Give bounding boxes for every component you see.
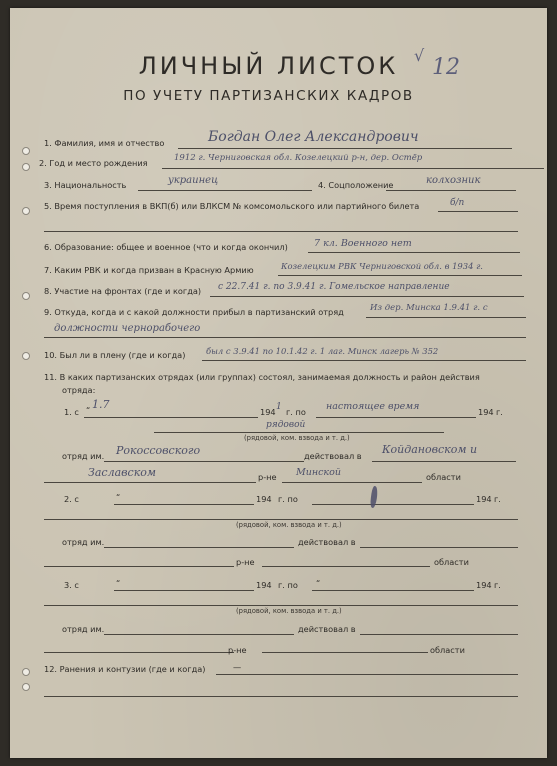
section-2-year: 194 bbox=[256, 494, 272, 504]
binder-hole bbox=[22, 207, 30, 215]
field-1-value: Богдан Олег Александрович bbox=[208, 129, 419, 145]
document-sheet bbox=[10, 8, 547, 758]
section-2-until: г. по bbox=[278, 494, 298, 504]
section-3-unit-label: отряд им. bbox=[62, 624, 105, 634]
field-5-line bbox=[438, 211, 518, 212]
field-9-value-1: Из дер. Минска 1.9.41 г. с bbox=[370, 303, 488, 313]
section-2-region-line bbox=[262, 566, 430, 567]
section-2-position-hint: (рядовой, ком. взвода и т. д.) bbox=[236, 521, 342, 529]
section-1-date-line bbox=[84, 417, 258, 418]
section-1-unit-line bbox=[104, 461, 304, 462]
binder-hole bbox=[22, 668, 30, 676]
section-1-region-line bbox=[282, 482, 422, 483]
section-3-acted-line bbox=[360, 634, 518, 635]
section-2-until-line bbox=[312, 504, 474, 505]
field-3-label: 3. Национальность bbox=[44, 180, 127, 190]
field-10-value: был с 3.9.41 по 10.1.42 г. 1 лаг. Минск лагерь № 352 bbox=[206, 346, 439, 356]
field-8-value: с 22.7.41 г. по 3.9.41 г. Гомельское направление bbox=[218, 282, 450, 292]
field-8-label: 8. Участие на фронтах (где и когда) bbox=[44, 286, 202, 296]
binder-hole bbox=[22, 163, 30, 171]
field-11-label-cont: отряда: bbox=[62, 385, 96, 395]
section-2-acted-label: действовал в bbox=[298, 537, 356, 547]
field-6-line bbox=[308, 252, 520, 253]
section-2-acted-line bbox=[360, 547, 518, 548]
section-1-year: 194 bbox=[260, 407, 276, 417]
section-3-until: г. по bbox=[278, 580, 298, 590]
field-2-label: 2. Год и место рождения bbox=[39, 158, 148, 168]
field-3-value: украинец bbox=[168, 175, 219, 186]
section-3-until-quote: “ bbox=[316, 578, 321, 588]
field-6-value: 7 кл. Военного нет bbox=[314, 238, 412, 249]
field-7-line bbox=[278, 275, 522, 276]
field-7-value: Козелецким РВК Черниговской обл. в 1934 г. bbox=[281, 261, 483, 271]
field-6-label: 6. Образование: общее и военное (что и когда окончил) bbox=[44, 242, 288, 252]
section-1-year-digit: 1 bbox=[276, 402, 282, 412]
section-2-num: 2. с bbox=[64, 494, 79, 504]
binder-hole bbox=[22, 292, 30, 300]
field-4-value: колхозник bbox=[426, 175, 481, 186]
section-3-region-label: области bbox=[430, 645, 465, 655]
handwritten-number: 12 bbox=[432, 55, 460, 80]
section-1-district-value: Заславском bbox=[88, 466, 157, 479]
section-1-acted-label: действовал в bbox=[304, 451, 362, 461]
field-2-value: 1912 г. Черниговская обл. Козелецкий р-н, дер. Остёр bbox=[174, 153, 423, 163]
section-2-district-line bbox=[44, 566, 234, 567]
section-1-num: 1. с bbox=[64, 407, 79, 417]
section-3-district-label: р-не bbox=[228, 645, 247, 655]
section-3-acted-label: действовал в bbox=[298, 624, 356, 634]
field-9-line-2 bbox=[44, 337, 526, 338]
section-3-position-line bbox=[44, 605, 518, 606]
field-1-label: 1. Фамилия, имя и отчество bbox=[44, 138, 165, 148]
field-12-dash: — bbox=[233, 662, 242, 672]
section-1-position-hint: (рядовой, ком. взвода и т. д.) bbox=[244, 434, 350, 442]
section-1-unit-value: Рокоссовского bbox=[116, 444, 201, 457]
page-subtitle: ПО УЧЕТУ ПАРТИЗАНСКИХ КАДРОВ bbox=[123, 88, 414, 104]
section-3-end-g: г. bbox=[494, 580, 501, 590]
section-1-district-label: р-не bbox=[258, 472, 277, 482]
binder-hole bbox=[22, 352, 30, 360]
field-12-line-2 bbox=[44, 696, 518, 697]
section-3-until-line bbox=[312, 590, 474, 591]
section-3-end-year: 194 bbox=[476, 580, 492, 590]
section-1-end-g: г. bbox=[496, 407, 503, 417]
section-1-date: 1.7 bbox=[92, 398, 110, 411]
section-2-position-line bbox=[44, 519, 518, 520]
section-1-district-line bbox=[44, 482, 256, 483]
section-2-unit-label: отряд им. bbox=[62, 537, 105, 547]
section-1-region-value: Минской bbox=[296, 467, 341, 478]
section-1-unit-label: отряд им. bbox=[62, 451, 105, 461]
section-2-date-line bbox=[114, 504, 254, 505]
section-2-unit-line bbox=[104, 547, 294, 548]
field-10-label: 10. Был ли в плену (где и когда) bbox=[44, 350, 186, 360]
field-5-line-2 bbox=[44, 231, 518, 232]
section-2-end-year: 194 bbox=[476, 494, 492, 504]
field-3-line bbox=[138, 190, 312, 191]
section-3-quote: “ bbox=[116, 578, 121, 588]
field-2-line bbox=[162, 168, 544, 169]
binder-hole bbox=[22, 683, 30, 691]
section-3-num: 3. с bbox=[64, 580, 79, 590]
field-12-label: 12. Ранения и контузии (где и когда) bbox=[44, 664, 206, 674]
section-1-until: г. по bbox=[286, 407, 306, 417]
section-1-until-line bbox=[316, 417, 476, 418]
field-12-line bbox=[216, 674, 518, 675]
section-3-position-hint: (рядовой, ком. взвода и т. д.) bbox=[236, 607, 342, 615]
section-1-end-year: 194 bbox=[478, 407, 494, 417]
field-9-label: 9. Откуда, когда и с какой должности прибыл в партизанский отряд bbox=[44, 307, 344, 317]
section-1-acted-line bbox=[372, 461, 516, 462]
section-1-position-line bbox=[154, 432, 444, 433]
field-7-label: 7. Каким РВК и когда призван в Красную Армию bbox=[44, 265, 254, 275]
field-9-line bbox=[366, 317, 526, 318]
field-1-line bbox=[178, 148, 512, 149]
section-3-district-line bbox=[44, 652, 234, 653]
section-1-region-label: области bbox=[426, 472, 461, 482]
page-title: ЛИЧНЫЙ ЛИСТОК bbox=[138, 52, 399, 80]
field-4-label: 4. Соцположение bbox=[318, 180, 394, 190]
section-1-until-value: настоящее время bbox=[326, 401, 420, 412]
section-2-district-label: р-не bbox=[236, 557, 255, 567]
field-11-label: 11. В каких партизанских отрядах (или группах) состоял, занимаемая должность и район действия bbox=[44, 372, 480, 382]
check-mark: √ bbox=[414, 46, 425, 65]
section-3-year: 194 bbox=[256, 580, 272, 590]
field-5-value: б/п bbox=[450, 198, 465, 208]
field-5-label: 5. Время поступления в ВКП(б) или ВЛКСМ № комсомольского или партийного билета bbox=[44, 201, 420, 211]
section-1-quote: “ bbox=[86, 405, 91, 415]
section-3-unit-line bbox=[104, 634, 294, 635]
section-3-region-line bbox=[262, 652, 428, 653]
section-2-quote: “ bbox=[116, 492, 121, 502]
field-4-line bbox=[386, 190, 516, 191]
section-3-date-line bbox=[114, 590, 254, 591]
binder-hole bbox=[22, 147, 30, 155]
field-10-line bbox=[202, 360, 526, 361]
field-8-line bbox=[210, 296, 524, 297]
section-2-end-g: г. bbox=[494, 494, 501, 504]
section-2-region-label: области bbox=[434, 557, 469, 567]
section-1-acted-value: Койдановском и bbox=[382, 443, 478, 456]
field-9-value-2: должности чернорабочего bbox=[54, 323, 201, 334]
section-1-position: рядовой bbox=[266, 420, 306, 430]
